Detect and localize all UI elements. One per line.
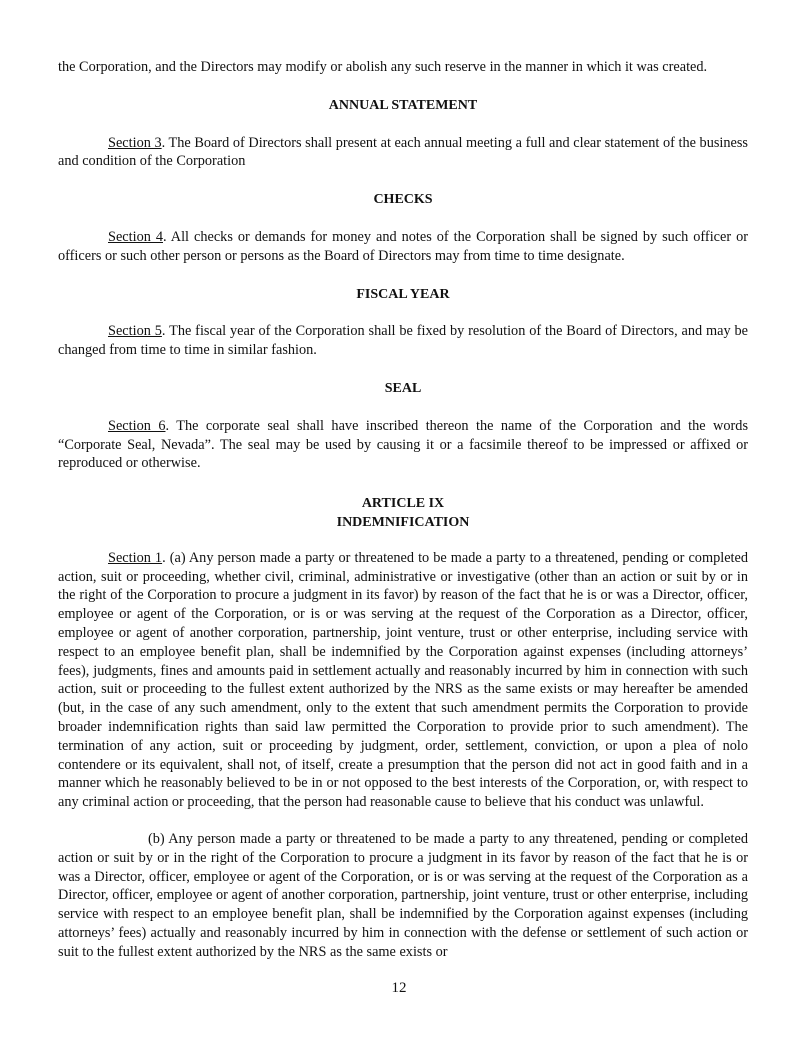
section-1a-paragraph bbox=[58, 549, 748, 812]
section-3-label: Section 3 bbox=[108, 134, 162, 151]
article-ix-heading: ARTICLE IX bbox=[361, 496, 445, 512]
section-1b-paragraph: (b) Any person made a party or threatened to be made a party to any threatened, pending or completed action or suit by or in the right of the Corporation to procure a judgment in its favor by reason of the fact that he is or was a Director, officer, employee or agent of the Corporation, or is or was serving at the request of the Corporation as a Director, officer, employee or agent of another corporation, partnership, joint venture, trust or other enterprise, including service with respect to an employee benefit plan, shall be indemnified by the Corporation against expenses (including attorneys’ fees) actually and reasonably incurred by him in connection with the defense or settlement of such action or suit to the fullest extent authorized by the NRS as the same exists or bbox=[58, 830, 748, 960]
section-1-label: Section 1 bbox=[108, 549, 163, 566]
fiscal-year-heading: FISCAL YEAR bbox=[356, 286, 450, 302]
annual-statement-heading: ANNUAL STATEMENT bbox=[328, 97, 478, 113]
section-4-text: . All checks or demands for money and notes of the Corporation shall be signed by such officer or officers or such other person or persons as the Board of Directors may from time to time designate. bbox=[58, 228, 748, 264]
section-6-text: . The corporate seal shall have inscribed thereon the name of the Corporation and the words “Corporate Seal, Nevada”. The seal may be used by causing it or a facsimile thereof to be impressed or affixed or reproduced or otherwise. bbox=[58, 417, 749, 472]
section-6-paragraph bbox=[58, 417, 748, 473]
section-1a-text: . (a) Any person made a party or threatened to be made a party to a threatened, pending or completed action, suit or proceeding, whether civil, criminal, administrative or investigative (other than an action or suit by or in the right of the Corporation to procure a judgment in its favor) by reason of the fact that he is or was a Director, officer, employee or agent of the Corporation, or is or was serving at the request of the Corporation as a Director, officer, employee or agent of another corporation, partnership, joint venture, trust or other enterprise, including service with respect to an employee benefit plan, shall be indemnified by the Corporation against expenses (including attorneys’ fees), judgments, fines and amounts paid in settlement actually and reasonably incurred by him in connection with such action, suit or proceeding to the fullest extent authorized by the NRS as the same exists or may hereafter be amended (but, in the case of any such amendment, only to the extent that such amendment permits the Corporation to provide broader indemnification rights than said law permitted the Corporation to provide prior to such amendment). The termination of any action, suit or proceeding by judgment, order, settlement, conviction, or upon a plea of nolo contendere or its equivalent, shall not, of itself, create a presumption that the person did not act in good faith and in a manner which he reasonably believed to be in or not opposed to the best interests of the Corporation, or, with respect to any criminal action or proceeding, that the person had reasonable cause to believe that his conduct was unlawful. bbox=[58, 549, 749, 811]
section-5-text: . The fiscal year of the Corporation shall be fixed by resolution of the Board of Directors, and may be changed from time to time in similar fashion. bbox=[58, 323, 749, 359]
section-5-label: Section 5 bbox=[108, 323, 162, 340]
indemnification-heading: INDEMNIFICATION bbox=[336, 514, 470, 530]
section-4-paragraph bbox=[58, 228, 748, 266]
section-3-paragraph bbox=[58, 134, 748, 172]
page-number: 12 bbox=[391, 980, 407, 996]
section-5-paragraph bbox=[58, 322, 748, 360]
section-6-label: Section 6 bbox=[108, 417, 166, 434]
document-page bbox=[58, 58, 748, 961]
continuation-paragraph: the Corporation, and the Directors may modify or abolish any such reserve in the manner in which it was created. bbox=[58, 59, 708, 75]
seal-heading: SEAL bbox=[384, 380, 422, 396]
section-4-label: Section 4 bbox=[108, 228, 163, 245]
checks-heading: CHECKS bbox=[373, 192, 433, 208]
section-3-text: . The Board of Directors shall present at each annual meeting a full and clear statement of the business and condition of the Corporation bbox=[58, 134, 748, 170]
